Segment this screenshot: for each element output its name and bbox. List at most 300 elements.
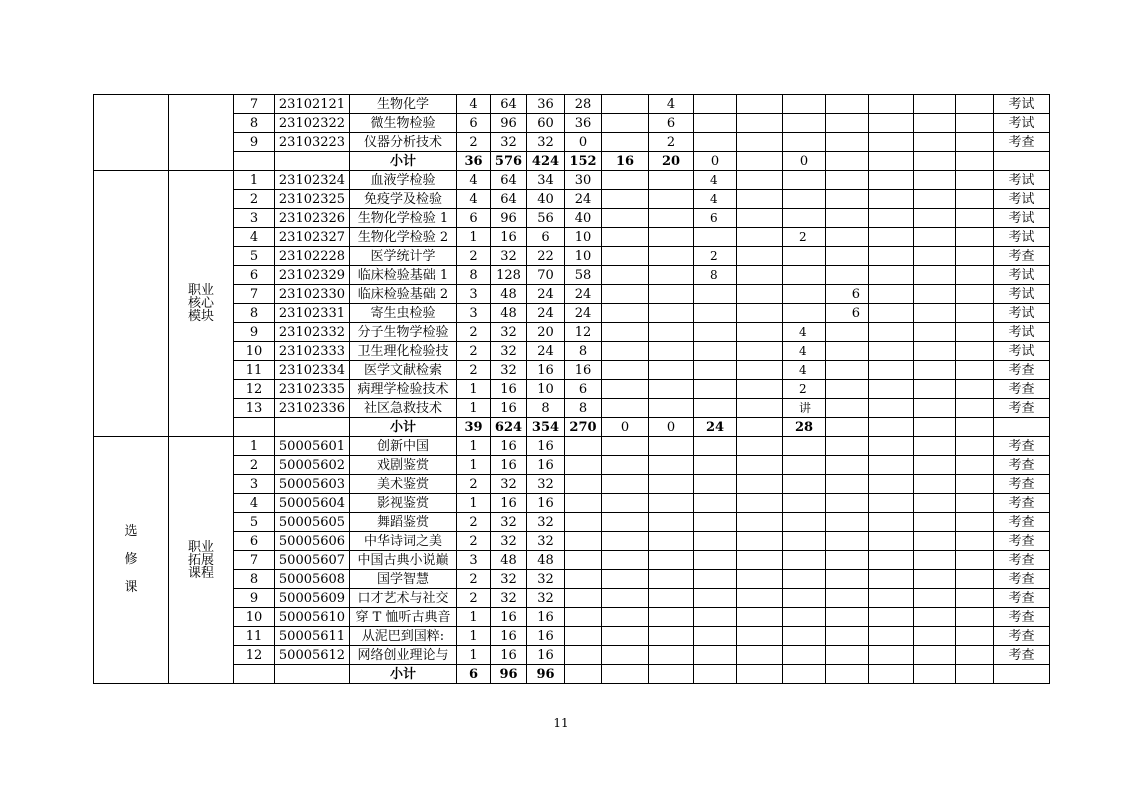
semester-hours-cell [602,95,649,114]
semester-hours-cell [737,608,783,627]
semester-hours-cell [956,266,994,285]
semester-hours-cell [783,551,826,570]
semester-hours-cell [826,133,869,152]
semester-hours-cell [602,342,649,361]
semester-hours-cell [956,133,994,152]
table-cell [275,152,350,171]
semester-hours-cell [602,494,649,513]
seq-cell: 12 [234,380,275,399]
course-code-cell: 23102329 [275,266,350,285]
semester-hours-cell [737,285,783,304]
seq-cell: 1 [234,437,275,456]
table-cell [737,665,783,684]
exam-type-cell: 考试 [994,266,1050,285]
total-hours-cell: 48 [491,304,527,323]
semester-hours-cell: 4 [694,190,737,209]
exam-type-cell: 考查 [994,380,1050,399]
semester-hours-cell [602,475,649,494]
course-name-cell: 血液学检验 [350,171,457,190]
semester-hours-cell [649,456,694,475]
semester-hours-cell [783,570,826,589]
semester-hours-cell [914,171,956,190]
semester-hours-cell [602,266,649,285]
semester-hours-cell [914,437,956,456]
subtotal-value: 0 [694,152,737,171]
theory-hours-cell: 70 [527,266,565,285]
semester-hours-cell [914,608,956,627]
semester-hours-cell [602,171,649,190]
exam-type-cell: 考试 [994,304,1050,323]
seq-cell: 11 [234,361,275,380]
table-cell [275,665,350,684]
semester-hours-cell [694,323,737,342]
theory-hours-cell: 10 [527,380,565,399]
subtotal-value: 0 [649,418,694,437]
course-name-cell: 仪器分析技术 [350,133,457,152]
exam-type-cell: 考查 [994,646,1050,665]
table-cell [869,665,914,684]
theory-hours-cell: 36 [527,95,565,114]
semester-hours-cell: 4 [783,323,826,342]
course-code-cell: 50005607 [275,551,350,570]
total-hours-cell: 32 [491,475,527,494]
practice-hours-cell [565,589,602,608]
semester-hours-cell [956,171,994,190]
semester-hours-cell [783,646,826,665]
semester-hours-cell [826,266,869,285]
subtotal-value: 354 [527,418,565,437]
seq-cell: 10 [234,342,275,361]
semester-hours-cell [602,228,649,247]
semester-hours-cell [826,228,869,247]
semester-hours-cell: 4 [694,171,737,190]
table-cell [826,152,869,171]
credit-cell: 6 [457,114,491,133]
semester-hours-cell [737,513,783,532]
total-hours-cell: 64 [491,171,527,190]
semester-hours-cell [914,627,956,646]
semester-hours-cell [869,627,914,646]
table-cell [826,665,869,684]
seq-cell: 12 [234,646,275,665]
course-code-cell: 50005603 [275,475,350,494]
semester-hours-cell [694,285,737,304]
semester-hours-cell [914,285,956,304]
subtotal-value: 270 [565,418,602,437]
semester-hours-cell [602,646,649,665]
course-code-cell: 50005612 [275,646,350,665]
semester-hours-cell [649,304,694,323]
semester-hours-cell [649,228,694,247]
semester-hours-cell [956,437,994,456]
practice-hours-cell [565,437,602,456]
semester-hours-cell [956,95,994,114]
semester-hours-cell [737,532,783,551]
semester-hours-cell: 2 [649,133,694,152]
semester-hours-cell [914,532,956,551]
semester-hours-cell [694,380,737,399]
group-label-char: 核心 [187,296,214,311]
course-name-cell: 国学智慧 [350,570,457,589]
total-hours-cell: 32 [491,247,527,266]
semester-hours-cell [694,437,737,456]
semester-hours-cell [602,608,649,627]
exam-type-cell: 考查 [994,513,1050,532]
table-row [94,570,1050,589]
semester-hours-cell [826,570,869,589]
semester-hours-cell [783,437,826,456]
theory-hours-cell: 24 [527,342,565,361]
elective-category-group [94,437,169,684]
table-row [94,266,1050,285]
semester-hours-cell [914,209,956,228]
total-hours-cell: 96 [491,114,527,133]
subtotal-value: 39 [457,418,491,437]
table-row [94,532,1050,551]
course-name-cell: 寄生虫检验 [350,304,457,323]
course-name-cell: 微生物检验 [350,114,457,133]
semester-hours-cell [694,475,737,494]
semester-hours-cell [737,627,783,646]
semester-hours-cell [826,361,869,380]
course-name-cell: 生物化学 [350,95,457,114]
semester-hours-cell [826,342,869,361]
credit-cell: 2 [457,532,491,551]
semester-hours-cell [869,95,914,114]
total-hours-cell: 16 [491,228,527,247]
practice-hours-cell: 24 [565,190,602,209]
seq-cell: 8 [234,114,275,133]
theory-hours-cell: 16 [527,456,565,475]
course-code-cell: 50005610 [275,608,350,627]
course-code-cell: 23102335 [275,380,350,399]
table-row [94,209,1050,228]
theory-hours-cell: 16 [527,437,565,456]
semester-hours-cell [737,209,783,228]
course-plan-table [93,94,1050,684]
table-row [94,342,1050,361]
seq-cell: 6 [234,266,275,285]
semester-hours-cell [869,323,914,342]
theory-hours-cell: 32 [527,589,565,608]
semester-hours-cell: 2 [694,247,737,266]
course-name-cell: 口才艺术与社交 [350,589,457,608]
semester-hours-cell [869,608,914,627]
semester-hours-cell: 4 [783,361,826,380]
exam-type-cell: 考查 [994,532,1050,551]
semester-hours-cell [649,361,694,380]
exam-type-cell: 考查 [994,627,1050,646]
semester-hours-cell [914,646,956,665]
course-name-cell: 临床检验基础 2 [350,285,457,304]
exam-type-cell: 考查 [994,437,1050,456]
practice-hours-cell [565,627,602,646]
practice-hours-cell: 16 [565,361,602,380]
semester-hours-cell [914,266,956,285]
seq-cell: 8 [234,570,275,589]
table-row [94,475,1050,494]
semester-hours-cell [649,323,694,342]
semester-hours-cell [737,456,783,475]
practice-hours-cell: 0 [565,133,602,152]
seq-cell: 9 [234,133,275,152]
semester-hours-cell [783,627,826,646]
seq-cell: 7 [234,551,275,570]
semester-hours-cell [914,494,956,513]
table-row [94,247,1050,266]
semester-hours-cell [783,247,826,266]
total-hours-cell: 48 [491,285,527,304]
credit-cell: 4 [457,190,491,209]
seq-cell: 10 [234,608,275,627]
credit-cell: 1 [457,608,491,627]
seq-cell: 11 [234,627,275,646]
semester-hours-cell [914,114,956,133]
semester-hours-cell [649,342,694,361]
course-name-cell: 分子生物学检验 [350,323,457,342]
semester-hours-cell [914,190,956,209]
semester-hours-cell [914,570,956,589]
semester-hours-cell: 2 [783,380,826,399]
credit-cell: 1 [457,228,491,247]
semester-hours-cell [602,627,649,646]
group-label-char: 职业 [187,539,214,555]
semester-hours-cell [737,342,783,361]
total-hours-cell: 16 [491,437,527,456]
semester-hours-cell [783,494,826,513]
exam-type-cell: 考查 [994,399,1050,418]
table-row [94,551,1050,570]
semester-hours-cell [602,399,649,418]
course-name-cell: 戏剧鉴赏 [350,456,457,475]
total-hours-cell: 16 [491,646,527,665]
semester-hours-cell [694,114,737,133]
subtotal-row [94,152,1050,171]
course-code-cell: 23102336 [275,399,350,418]
semester-hours-cell [694,456,737,475]
semester-hours-cell [602,570,649,589]
course-name-cell: 生物化学检验 1 [350,209,457,228]
credit-cell: 2 [457,342,491,361]
course-code-cell: 23102330 [275,285,350,304]
semester-hours-cell [602,513,649,532]
total-hours-cell: 16 [491,456,527,475]
total-hours-cell: 16 [491,380,527,399]
semester-hours-cell [694,646,737,665]
semester-hours-cell [737,133,783,152]
table-row [94,95,1050,114]
semester-hours-cell [737,228,783,247]
course-code-cell: 23102322 [275,114,350,133]
semester-hours-cell [956,361,994,380]
semester-hours-cell [694,304,737,323]
semester-hours-cell [914,475,956,494]
practice-hours-cell: 8 [565,342,602,361]
table-cell [234,418,275,437]
table-cell [826,418,869,437]
semester-hours-cell [826,399,869,418]
table-cell [275,418,350,437]
credit-cell: 2 [457,589,491,608]
table-row [94,228,1050,247]
course-code-cell: 50005608 [275,570,350,589]
total-hours-cell: 32 [491,589,527,608]
total-hours-cell: 96 [491,209,527,228]
semester-hours-cell [602,551,649,570]
group-label-char: 课 [124,580,138,595]
semester-hours-cell [737,247,783,266]
table-cell [94,171,169,437]
semester-hours-cell [956,399,994,418]
semester-hours-cell [869,646,914,665]
table-row [94,190,1050,209]
course-name-cell: 生物化学检验 2 [350,228,457,247]
semester-hours-cell [694,361,737,380]
semester-hours-cell: 6 [826,304,869,323]
table-row [94,380,1050,399]
semester-hours-cell [737,399,783,418]
semester-hours-cell [737,437,783,456]
semester-hours-cell [649,209,694,228]
semester-hours-cell [783,589,826,608]
group-label-char: 课程 [187,565,214,581]
table-row [94,361,1050,380]
semester-hours-cell [602,285,649,304]
exam-type-cell: 考试 [994,171,1050,190]
group-label-char: 修 [124,552,138,567]
semester-hours-cell [602,114,649,133]
exam-type-cell: 考查 [994,247,1050,266]
semester-hours-cell [737,171,783,190]
credit-cell: 1 [457,646,491,665]
semester-hours-cell [869,475,914,494]
semester-hours-cell [826,380,869,399]
semester-hours-cell [914,323,956,342]
table-row [94,304,1050,323]
practice-hours-cell [565,475,602,494]
theory-hours-cell: 32 [527,475,565,494]
course-code-cell: 23102332 [275,323,350,342]
course-code-cell: 23102334 [275,361,350,380]
theory-hours-cell: 22 [527,247,565,266]
practice-hours-cell: 8 [565,399,602,418]
course-code-cell: 50005602 [275,456,350,475]
extension-module-group [169,437,234,684]
semester-hours-cell [737,266,783,285]
table-cell [956,418,994,437]
course-name-cell: 社区急救技术 [350,399,457,418]
exam-type-cell: 考试 [994,190,1050,209]
semester-hours-cell [869,361,914,380]
theory-hours-cell: 16 [527,627,565,646]
semester-hours-cell: 4 [649,95,694,114]
total-hours-cell: 64 [491,190,527,209]
theory-hours-cell: 20 [527,323,565,342]
theory-hours-cell: 56 [527,209,565,228]
semester-hours-cell [956,114,994,133]
semester-hours-cell [694,627,737,646]
exam-type-cell: 考查 [994,570,1050,589]
theory-hours-cell: 48 [527,551,565,570]
group-label-char: 拓展 [187,552,214,568]
table-row [94,285,1050,304]
credit-cell: 8 [457,266,491,285]
semester-hours-cell: 6 [694,209,737,228]
course-name-cell: 卫生理化检验技 [350,342,457,361]
subtotal-row [94,418,1050,437]
semester-hours-cell [826,95,869,114]
core-module-group [169,171,234,437]
group-label-char: 选 [124,524,138,539]
semester-hours-cell [956,247,994,266]
course-name-cell: 穿 T 恤听古典音 [350,608,457,627]
semester-hours-cell [826,171,869,190]
total-hours-cell: 32 [491,342,527,361]
subtotal-value: 96 [527,665,565,684]
table-cell [565,665,602,684]
credit-cell: 3 [457,285,491,304]
semester-hours-cell: 8 [694,266,737,285]
table-body [94,95,1050,684]
semester-hours-cell [649,646,694,665]
total-hours-cell: 32 [491,133,527,152]
semester-hours-cell [869,285,914,304]
practice-hours-cell [565,551,602,570]
semester-hours-cell [956,285,994,304]
semester-hours-cell [694,570,737,589]
table-cell [94,95,169,171]
semester-hours-cell [783,532,826,551]
semester-hours-cell [602,190,649,209]
semester-hours-cell [869,570,914,589]
semester-hours-cell [737,95,783,114]
semester-hours-cell [869,342,914,361]
practice-hours-cell [565,456,602,475]
semester-hours-cell [869,209,914,228]
semester-hours-cell [869,247,914,266]
table-cell [649,665,694,684]
practice-hours-cell: 6 [565,380,602,399]
subtotal-label: 小计 [350,418,457,437]
theory-hours-cell: 32 [527,532,565,551]
semester-hours-cell [737,494,783,513]
semester-hours-cell [649,551,694,570]
course-code-cell: 50005606 [275,532,350,551]
credit-cell: 6 [457,209,491,228]
seq-cell: 2 [234,456,275,475]
course-code-cell: 23103223 [275,133,350,152]
semester-hours-cell: 讲 [783,399,826,418]
subtotal-value: 20 [649,152,694,171]
table-row [94,171,1050,190]
semester-hours-cell [783,285,826,304]
semester-hours-cell [737,190,783,209]
course-code-cell: 23102333 [275,342,350,361]
exam-type-cell: 考试 [994,114,1050,133]
semester-hours-cell [783,513,826,532]
practice-hours-cell: 30 [565,171,602,190]
exam-type-cell: 考试 [994,342,1050,361]
semester-hours-cell [783,95,826,114]
semester-hours-cell [694,342,737,361]
theory-hours-cell: 16 [527,361,565,380]
semester-hours-cell [602,532,649,551]
semester-hours-cell [694,95,737,114]
practice-hours-cell: 58 [565,266,602,285]
table-cell [956,665,994,684]
course-name-cell: 医学文献检索 [350,361,457,380]
seq-cell: 6 [234,532,275,551]
